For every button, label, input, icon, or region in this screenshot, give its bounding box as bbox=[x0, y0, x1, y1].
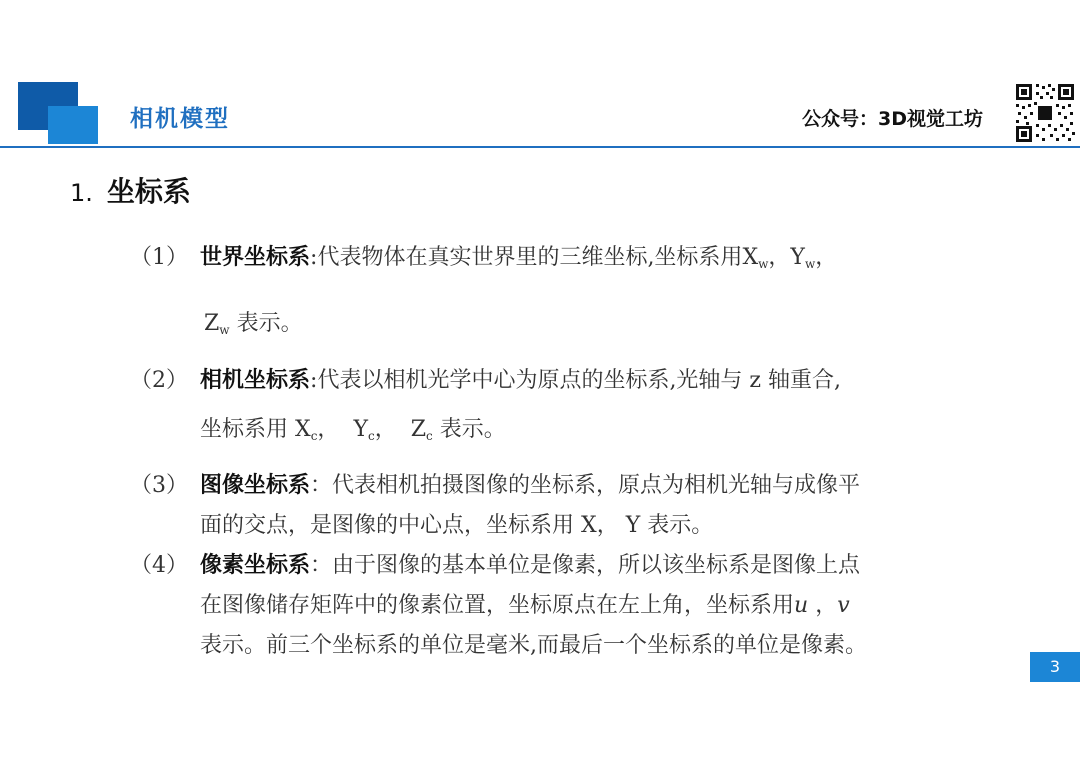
item-2-description: 代表以相机光学中心为原点的坐标系,光轴与 z 轴重合, bbox=[317, 368, 842, 393]
header-title: 相机模型 bbox=[130, 106, 230, 132]
item-4-marker: （4） bbox=[130, 553, 188, 578]
section-number: 1. bbox=[70, 179, 93, 207]
logo-block-light bbox=[48, 106, 98, 144]
item-4-line-2: 在图像储存矩阵中的像素位置，坐标原点在左上角，坐标系用u ，v bbox=[200, 593, 850, 618]
item-2-line-2: 坐标系用 $X_c$， $Y_c$， $Z_c$ 表示。 bbox=[200, 417, 506, 443]
item-4-line-3: 表示。前三个坐标系的单位是毫米,而最后一个坐标系的单位是像素。 bbox=[200, 633, 867, 658]
item-2-term: 相机坐标系 bbox=[200, 368, 311, 393]
page-number: 3 bbox=[1030, 652, 1080, 682]
account-label: 公众号：3D视觉工坊 bbox=[802, 108, 983, 130]
item-1-description: 代表物体在真实世界里的三维坐标,坐标系用 bbox=[317, 245, 743, 270]
qr-code-icon bbox=[1014, 82, 1076, 144]
item-2-line-1: 相机坐标系:代表以相机光学中心为原点的坐标系,光轴与 z 轴重合, bbox=[200, 368, 842, 393]
item-3-line-1: 图像坐标系：代表相机拍摄图像的坐标系，原点为相机光轴与成像平 bbox=[200, 473, 861, 498]
item-3-term: 图像坐标系 bbox=[200, 473, 311, 498]
header-divider bbox=[0, 146, 1080, 148]
item-4-line-1: 像素坐标系：由于图像的基本单位是像素，所以该坐标系是图像上点 bbox=[200, 553, 861, 578]
item-1-marker: （1） bbox=[130, 245, 188, 270]
logo-blocks bbox=[18, 82, 98, 144]
item-3-description: 代表相机拍摄图像的坐标系，原点为相机光轴与成像平 bbox=[332, 473, 861, 498]
section-heading: 坐标系 bbox=[106, 175, 191, 208]
item-3-marker: （3） bbox=[130, 473, 188, 498]
item-4-description: 由于图像的基本单位是像素，所以该坐标系是图像上点 bbox=[332, 553, 861, 578]
section-title bbox=[70, 170, 191, 210]
item-4-term: 像素坐标系 bbox=[200, 553, 311, 578]
item-1-line-1: 世界坐标系:代表物体在真实世界里的三维坐标,坐标系用$X_w$，$Y_w$， bbox=[200, 245, 838, 271]
item-1-line-2: $Z_w$ 表示。 bbox=[204, 311, 303, 337]
item-1-term: 世界坐标系 bbox=[200, 245, 311, 270]
item-2-marker: （2） bbox=[130, 368, 188, 393]
item-3-line-2: 面的交点，是图像的中心点，坐标系用 X， Y 表示。 bbox=[200, 513, 714, 538]
